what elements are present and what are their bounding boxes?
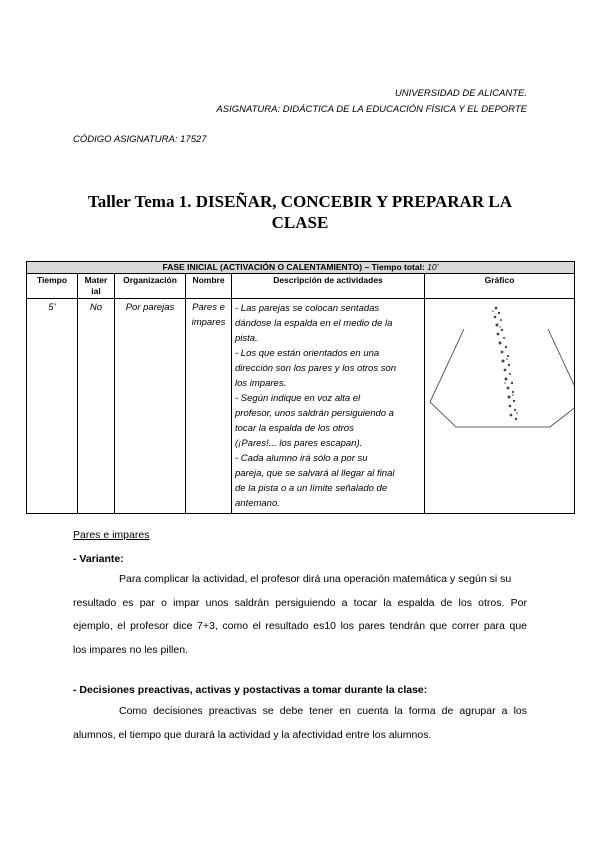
header-university: UNIVERSIDAD DE ALICANTE. bbox=[394, 88, 527, 99]
desc-line: - Cada alumno irá sólo a por su bbox=[235, 453, 368, 464]
desc-line: profesor, unos saldrán persiguiendo a bbox=[235, 408, 394, 419]
court-outline bbox=[430, 329, 574, 427]
variant-paragraph bbox=[73, 568, 527, 662]
header-subject: ASIGNATURA: DIDÁCTICA DE LA EDUCACIÓN FÍSICA Y EL DEPORTE bbox=[216, 104, 527, 115]
cell-material: No bbox=[78, 299, 115, 514]
page-title bbox=[60, 191, 540, 233]
col-descripcion: Descripción de actividades bbox=[232, 274, 425, 299]
phase-header bbox=[27, 262, 575, 274]
table-row bbox=[27, 299, 575, 514]
subject-code: CÓDIGO ASIGNATURA: 17527 bbox=[73, 134, 207, 145]
players-cluster bbox=[492, 307, 518, 421]
variant-line: Para complicar la actividad, el profesor dirá una operación matemática y según si su bbox=[119, 573, 512, 585]
col-organizacion: Organización bbox=[115, 274, 186, 299]
desc-line: - Las parejas se colocan sentadas bbox=[235, 303, 380, 314]
desc-line: dándose la espalda en el medio de la bbox=[235, 318, 393, 329]
col-tiempo: Tiempo bbox=[27, 274, 78, 299]
court-diagram bbox=[426, 299, 574, 505]
title-line-1: Taller Tema 1. DISEÑAR, CONCEBIR Y PREPARAR LA bbox=[88, 192, 512, 211]
desc-line: tocar la espalda de los otros bbox=[235, 423, 354, 434]
col-material-line-2: ial bbox=[91, 286, 101, 296]
variant-line: resultado es par o impar unos saldrán persiguiendo a tocar la espalda de los otros. Por bbox=[73, 596, 527, 609]
variant-line: ejemplo, el profesor dice 7+3, como el resultado es10 los pares tendrán que correr para que bbox=[73, 620, 527, 632]
decisions-label: - Decisiones preactivas, activas y postactivas a tomar durante la clase: bbox=[73, 684, 428, 696]
desc-line: antemano. bbox=[235, 498, 280, 509]
variant-label: - Variante: bbox=[73, 553, 124, 565]
phase-row bbox=[27, 262, 575, 274]
col-nombre: Nombre bbox=[186, 274, 232, 299]
cell-tiempo: 5’ bbox=[27, 299, 78, 514]
col-material bbox=[78, 274, 115, 299]
cell-organizacion: Por parejas bbox=[115, 299, 186, 514]
section-heading: Pares e impares bbox=[73, 529, 150, 541]
cell-nombre bbox=[186, 299, 232, 514]
phase-time: 10’ bbox=[427, 262, 439, 272]
title-line-2: CLASE bbox=[271, 213, 329, 232]
desc-line: - Según indique en voz alta el bbox=[235, 393, 361, 404]
desc-line: dirección son los pares y los otros son bbox=[235, 363, 397, 374]
decisions-line: alumnos, el tiempo que durará la actividad y la afectividad entre los alumnos. bbox=[73, 728, 432, 741]
column-header-row bbox=[27, 274, 575, 299]
desc-line: (¡Pares!... los pares escapan). bbox=[235, 438, 363, 449]
decisions-line: Como decisiones preactivas se debe tener en cuenta la forma de agrupar a los bbox=[119, 705, 527, 717]
decisions-paragraph bbox=[73, 700, 527, 747]
desc-line: de la pista o a un límite señalado de bbox=[235, 483, 388, 494]
desc-line: pista. bbox=[235, 333, 258, 344]
variant-line: los impares no les pillen. bbox=[73, 643, 188, 656]
desc-line: - Los que están orientados en una bbox=[235, 348, 380, 359]
cell-grafico bbox=[425, 299, 575, 514]
col-grafico: Gráfico bbox=[425, 274, 575, 299]
phase-label: FASE INICIAL (ACTIVACIÓN O CALENTAMIENTO) – Tiempo total: bbox=[162, 262, 425, 272]
cell-descripcion bbox=[232, 299, 425, 514]
desc-line: los impares. bbox=[235, 378, 287, 389]
desc-line: pareja, que se salvará al llegar al final bbox=[235, 468, 395, 479]
activity-table bbox=[26, 261, 575, 514]
cell-nombre-line-1: Pares e bbox=[192, 302, 225, 313]
cell-nombre-line-2: impares bbox=[191, 317, 226, 328]
col-material-line-1: Mater bbox=[84, 275, 108, 285]
